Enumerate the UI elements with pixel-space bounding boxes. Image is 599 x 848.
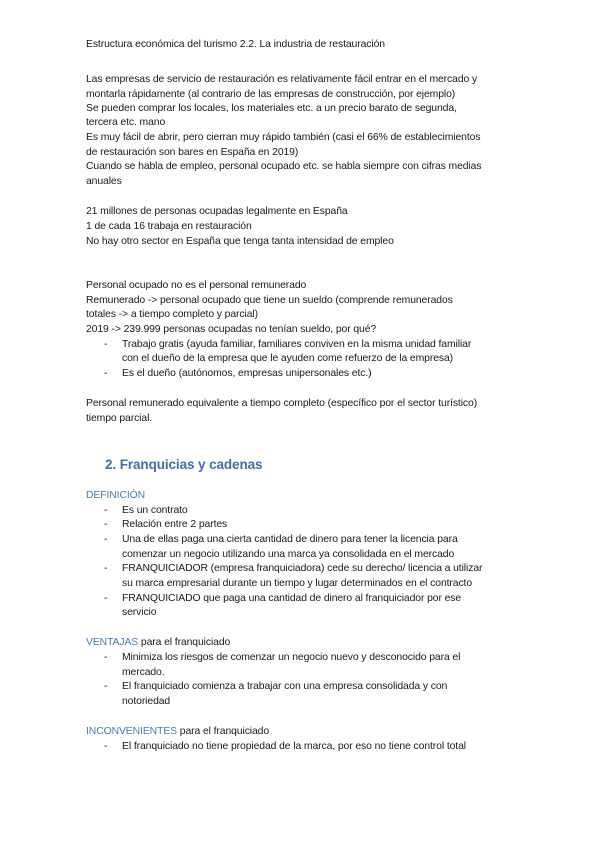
personal-line: 2019 -> 239.999 personas ocupadas no tenían sueldo, por qué?: [86, 324, 377, 335]
intro-line: montarla rápidamente (al contrario de las empresas de construcción, por ejemplo): [86, 89, 456, 100]
intro-line: Cuando se habla de empleo, personal ocupado etc. se habla siempre con cifras medias: [86, 161, 482, 172]
bullet-dash: -: [104, 368, 108, 379]
bullet-text: con el dueño de la empresa que le ayuden come refuerzo de la empresa): [122, 353, 454, 364]
intro-line: anuales: [86, 176, 122, 187]
bullet-dash: -: [104, 652, 108, 663]
personal-line: totales -> a tiempo completo y parcial): [86, 309, 258, 320]
stat-line: 21 millones de personas ocupadas legalmente en España: [86, 206, 348, 217]
intro-line: Es muy fácil de abrir, pero cierran muy rápido también (casi el 66% de establecimientos: [86, 132, 481, 143]
bullet-dash: -: [104, 681, 108, 692]
definicion-label: DEFINICIÓN: [86, 490, 146, 501]
bullet-text: comenzar un negocio utilizando una marca ya consolidada en el mercado: [122, 549, 455, 560]
document-title: Estructura económica del turismo 2.2. La industria de restauración: [86, 39, 385, 50]
personal-line: Remunerado -> personal ocupado que tiene un sueldo (comprende remunerados: [86, 295, 453, 306]
intro-line: de restauración son bares en España en 2019): [86, 147, 299, 158]
bullet-text: Relación entre 2 partes: [122, 519, 228, 530]
ventajas-heading: [86, 636, 230, 649]
ventajas-suffix: para el franquiciado: [138, 637, 231, 648]
bullet-text: El franquiciado no tiene propiedad de la marca, por eso no tiene control total: [122, 741, 466, 752]
bullet-text: Es un contrato: [122, 505, 188, 516]
bullet-dash: -: [104, 741, 108, 752]
bullet-text: Es el dueño (autónomos, empresas unipersonales etc.): [122, 368, 372, 379]
bullet-text: FRANQUICIADOR (empresa franquiciadora) cede su derecho/ licencia a utilizar: [122, 563, 483, 574]
bullet-dash: -: [104, 534, 108, 545]
bullet-dash: -: [104, 593, 108, 604]
inconvenientes-suffix: para el franquiciado: [176, 726, 270, 737]
bullet-text: notoriedad: [122, 696, 171, 707]
personal-line: Personal ocupado no es el personal remunerado: [86, 280, 307, 291]
inconvenientes-label: INCONVENIENTES: [86, 726, 177, 737]
bullet-text: mercado.: [122, 667, 165, 678]
intro-line: tercera etc. mano: [86, 117, 166, 128]
equiv-line: Personal remunerado equivalente a tiempo completo (específico por el sector turístico): [86, 398, 478, 409]
section-heading: 2. Franquicias y cadenas: [105, 457, 263, 472]
equiv-line: tiempo parcial.: [86, 413, 153, 424]
bullet-dash: -: [104, 563, 108, 574]
intro-line: Se pueden comprar los locales, los materiales etc. a un precio barato de segunda,: [86, 103, 457, 114]
ventajas-label: VENTAJAS: [86, 637, 139, 648]
bullet-text: El franquiciado comienza a trabajar con una empresa consolidada y con: [122, 681, 448, 692]
inconvenientes-heading: [86, 725, 269, 738]
bullet-text: Minimiza los riesgos de comenzar un negocio nuevo y desconocido para el: [122, 652, 461, 663]
bullet-dash: -: [104, 339, 108, 350]
bullet-text: su marca empresarial durante un tiempo y lugar determinados en el contracto: [122, 578, 473, 589]
stat-line: 1 de cada 16 trabaja en restauración: [86, 221, 252, 232]
bullet-text: Trabajo gratis (ayuda familiar, familiares conviven en la misma unidad familiar: [122, 339, 472, 350]
intro-line: Las empresas de servicio de restauración es relativamente fácil entrar en el mercado y: [86, 74, 478, 85]
bullet-text: FRANQUICIADO que paga una cantidad de dinero al franquiciador por ese: [122, 593, 462, 604]
bullet-text: Una de ellas paga una cierta cantidad de dinero para tener la licencia para: [122, 534, 458, 545]
bullet-text: servicio: [122, 607, 157, 618]
bullet-dash: -: [104, 505, 108, 516]
bullet-dash: -: [104, 519, 108, 530]
stat-line: No hay otro sector en España que tenga tanta intensidad de empleo: [86, 236, 394, 247]
